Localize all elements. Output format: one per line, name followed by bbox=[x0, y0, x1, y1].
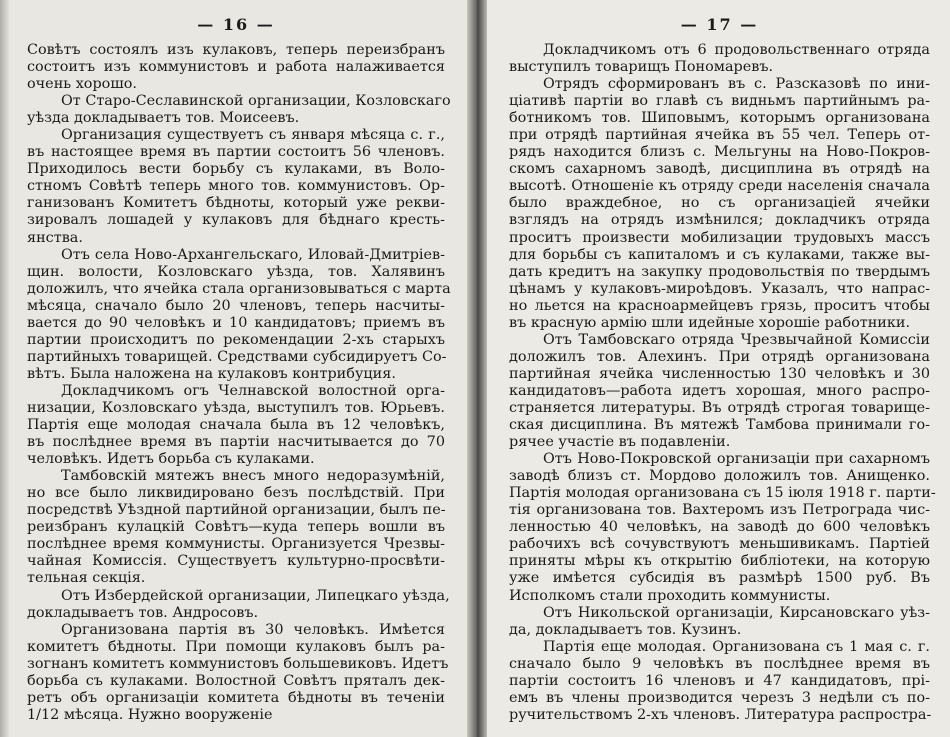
text-line: Докладчикомъ огъ Челнавской волостной орга- bbox=[61, 382, 445, 399]
text-line: партийныхъ товарищей. Средствами субсидируетъ Со- bbox=[27, 348, 447, 365]
text-line: чайная Комиссія. Существуетъ культурно-просвѣти- bbox=[27, 553, 445, 570]
text-line: взглядъ на отрядъ измѣнился; докладчикъ отряда bbox=[509, 212, 930, 229]
text-line: щин. волости, Козловскаго уѣзда, тов. Халявинъ bbox=[27, 263, 445, 280]
text-line: скомъ сахарномъ заводѣ, дисциплина въ отрядѣ на bbox=[509, 161, 930, 178]
text-line: заводѣ близъ ст. Мордово доложилъ тов. Анищенко. bbox=[509, 468, 930, 485]
text-line: Отъ села Ново-Архангельскаго, Иловай-Дмитріев- bbox=[61, 246, 445, 263]
text-line: ганизованъ Комитетъ бѣдноты, который уже рекви- bbox=[27, 195, 445, 212]
text-line: доложилъ тов. Алехинъ. При отрядѣ организована bbox=[509, 348, 930, 365]
text-line: въ послѣднее время въ партіи насчитывается до 70 bbox=[27, 434, 445, 451]
text-line: комитетъ бѣдноты. При помощи кулаковъ былъ ра- bbox=[27, 638, 445, 655]
page-right bbox=[487, 0, 950, 737]
text-line: ручительствомъ 2-хъ членовъ. Литература распростра- bbox=[509, 706, 932, 723]
text-line: тельная секція. bbox=[27, 570, 146, 587]
text-line: но все было ликвидировано безъ послѣдствій. При bbox=[27, 485, 445, 502]
text-line: Отъ Избердейской организации, Липецкаго уѣзда, bbox=[61, 587, 450, 604]
text-line: кандидатовъ—работа идетъ хорошая, много распро- bbox=[509, 382, 930, 399]
text-line: вѣтъ. Была наложена на кулаковъ контрибуция. bbox=[27, 365, 396, 382]
text-line: рабочихъ всѣ сочувствуютъ меньшивикамъ. Партіей bbox=[509, 536, 930, 553]
text-line: приняты мѣры къ открытію библіотеки, на которую bbox=[509, 553, 930, 570]
page-left bbox=[0, 0, 467, 737]
text-line: зогнанъ комитетъ коммунистовъ большевиковъ. Идетъ bbox=[27, 655, 449, 672]
text-line: рядъ находится близъ с. Мельгуны на Ново-Покров- bbox=[509, 144, 930, 161]
text-line: ская дисциплина. Въ мятежѣ Тамбова принимали го- bbox=[509, 417, 930, 434]
text-line: докладываетъ тов. Андросовъ. bbox=[27, 604, 259, 621]
text-line: очень хорошо. bbox=[27, 76, 137, 93]
text-line: Партія молодая организована съ 15 іюля 1918 г. парти- bbox=[509, 485, 936, 502]
text-line: вается до 90 человѣкъ и 10 кандидатовъ; приемъ въ bbox=[27, 314, 445, 331]
text-line: цѣнамъ у кулаковъ-мироѣдовъ. Указалъ, что напрас- bbox=[509, 280, 930, 297]
text-line: партийная ячейка численностью 130 человѣкъ и 30 bbox=[509, 365, 930, 382]
text-line: ленностью 40 человѣкъ, на заводѣ до 600 человѣкъ bbox=[509, 519, 930, 536]
text-line: От Старо-Сеславинской организации, Козловскаго bbox=[61, 93, 451, 110]
text-line: Организация существуетъ съ января мѣсяца с. г., bbox=[61, 127, 445, 144]
text-line: проситъ произвести мобилизации трудовыхъ массъ bbox=[509, 229, 930, 246]
page-number: — 17 — bbox=[680, 15, 759, 34]
page-edge-shadow bbox=[0, 0, 10, 737]
text-line: Отъ Ново-Покровской организаціи при сахарномъ bbox=[543, 451, 930, 468]
text-line: мѣсяца, сначало было 20 членовъ, теперь насчиты- bbox=[27, 297, 445, 314]
text-line: сначало было 9 человѣкъ въ послѣднее время въ bbox=[509, 655, 930, 672]
text-line: емъ въ члены производится черезъ 3 недѣли съ по- bbox=[509, 689, 930, 706]
text-line: было враждебное, но съ организаціей ячейки bbox=[509, 195, 930, 212]
text-line: при отрядѣ партийная ячейка въ 55 чел. Теперь от- bbox=[509, 127, 930, 144]
text-line: человѣкъ. Идетъ борьба съ кулаками. bbox=[27, 451, 315, 468]
text-line: ботникомъ тов. Шиповымъ, которымъ организована bbox=[509, 110, 930, 127]
text-line: ціативѣ партіи во главѣ съ видньмъ партийнымъ ра- bbox=[509, 93, 930, 110]
text-line: Совѣтъ состоялъ изъ кулаковъ, теперь переизбранъ bbox=[27, 42, 445, 58]
text-line: Отрядъ сформированъ въ с. Разсказовѣ по ини- bbox=[543, 76, 930, 93]
text-line: реизбранъ кулацкій Совѣтъ—куда теперь вошли въ bbox=[27, 519, 445, 536]
text-line: стномъ Совѣтѣ теперь много тов. коммунистовъ. Ор- bbox=[27, 178, 445, 195]
text-line: уже имѣется субсидія въ размѣрѣ 1500 руб. Въ bbox=[509, 570, 930, 587]
text-line: борьба съ кулаками. Волостной Совѣтъ пряталъ дек- bbox=[27, 672, 445, 689]
text-line: да, докладываетъ тов. Кузинъ. bbox=[509, 621, 742, 638]
text-line: посредствѣ Уѣздной партийной организации, былъ пе- bbox=[27, 502, 446, 519]
text-line: янства. bbox=[27, 229, 83, 246]
text-line: доложилъ, что ячейка стала организовываться с марта bbox=[27, 280, 451, 297]
text-line: 1/12 мѣсяца. Нужно вооруженіе bbox=[27, 706, 273, 723]
page-body bbox=[509, 42, 936, 724]
text-line: Докладчикомъ отъ 6 продовольственнаго отряда bbox=[543, 42, 930, 58]
page-body bbox=[27, 42, 451, 724]
text-line: высотѣ. Отношеніе къ отряду среди населенія сначала bbox=[509, 178, 930, 195]
text-line: зировалъ лошадей у кулаковъ для бѣднаго кресть- bbox=[27, 212, 445, 229]
text-line: но льется на красноармейцевъ грязь, проситъ чтобы bbox=[509, 297, 930, 314]
text-line: состоитъ изъ коммунистовъ и работа налаживается bbox=[27, 59, 445, 76]
text-line: въ красную армію шли идейные хорошіе работники. bbox=[509, 314, 911, 331]
book-gutter bbox=[467, 0, 487, 737]
text-line: послѣднее время коммунисты. Организуется Чрезвы- bbox=[27, 536, 445, 553]
text-line: Приходилось вести борьбу съ кулаками, въ Воло- bbox=[27, 161, 445, 178]
page-number: — 16 — bbox=[197, 15, 275, 34]
text-line: низации, Козловскаго уѣзда, выступилъ тов. Юрьевъ. bbox=[27, 399, 445, 416]
text-line: уѣзда докладываетъ тов. Моисеевъ. bbox=[27, 110, 300, 127]
text-line: Отъ Тамбовскаго отряда Чрезвычайной Комиссіи bbox=[543, 331, 930, 348]
text-line: партіи состоитъ 16 членовъ и 47 кандидатовъ, прі- bbox=[509, 672, 930, 689]
text-line: Организована партія въ 30 человѣкъ. Имѣется bbox=[61, 621, 445, 638]
text-line: страняется литературы. Въ отрядѣ строгая товарище- bbox=[509, 399, 930, 416]
text-line: дать кредитъ на закупку продовольствія по твердымъ bbox=[509, 263, 930, 280]
text-line: партии происходитъ по рекомендации 2-хъ старыхъ bbox=[27, 331, 445, 348]
text-line: ретъ объ организаціи комитета бѣдноты въ теченіи bbox=[27, 689, 445, 706]
text-line: Партія еще молодая сначала была въ 12 человѣкъ, bbox=[27, 417, 445, 434]
text-line: Отъ Никольской организаціи, Кирсановскаго уѣз- bbox=[543, 604, 930, 621]
text-line: Исполкомъ стали проходить коммунисты. bbox=[509, 587, 831, 604]
text-line: въ настоящее время въ партии состоитъ 56 членовъ. bbox=[27, 144, 445, 161]
text-line: Партія еще молодая. Организована съ 1 мая с. г. bbox=[543, 638, 930, 655]
text-line: рячее участіе въ подавленіи. bbox=[509, 434, 731, 451]
text-line: для борьбы съ капиталомъ и съ кулаками, также вы- bbox=[509, 246, 930, 263]
text-line: выступилъ товарищъ Пономаревъ. bbox=[509, 59, 774, 76]
text-line: Тамбовскій мятежъ внесъ много недоразумѣній, bbox=[61, 468, 445, 485]
text-line: тія организована тов. Вахтеромъ изъ Петрограда чис- bbox=[509, 502, 930, 519]
